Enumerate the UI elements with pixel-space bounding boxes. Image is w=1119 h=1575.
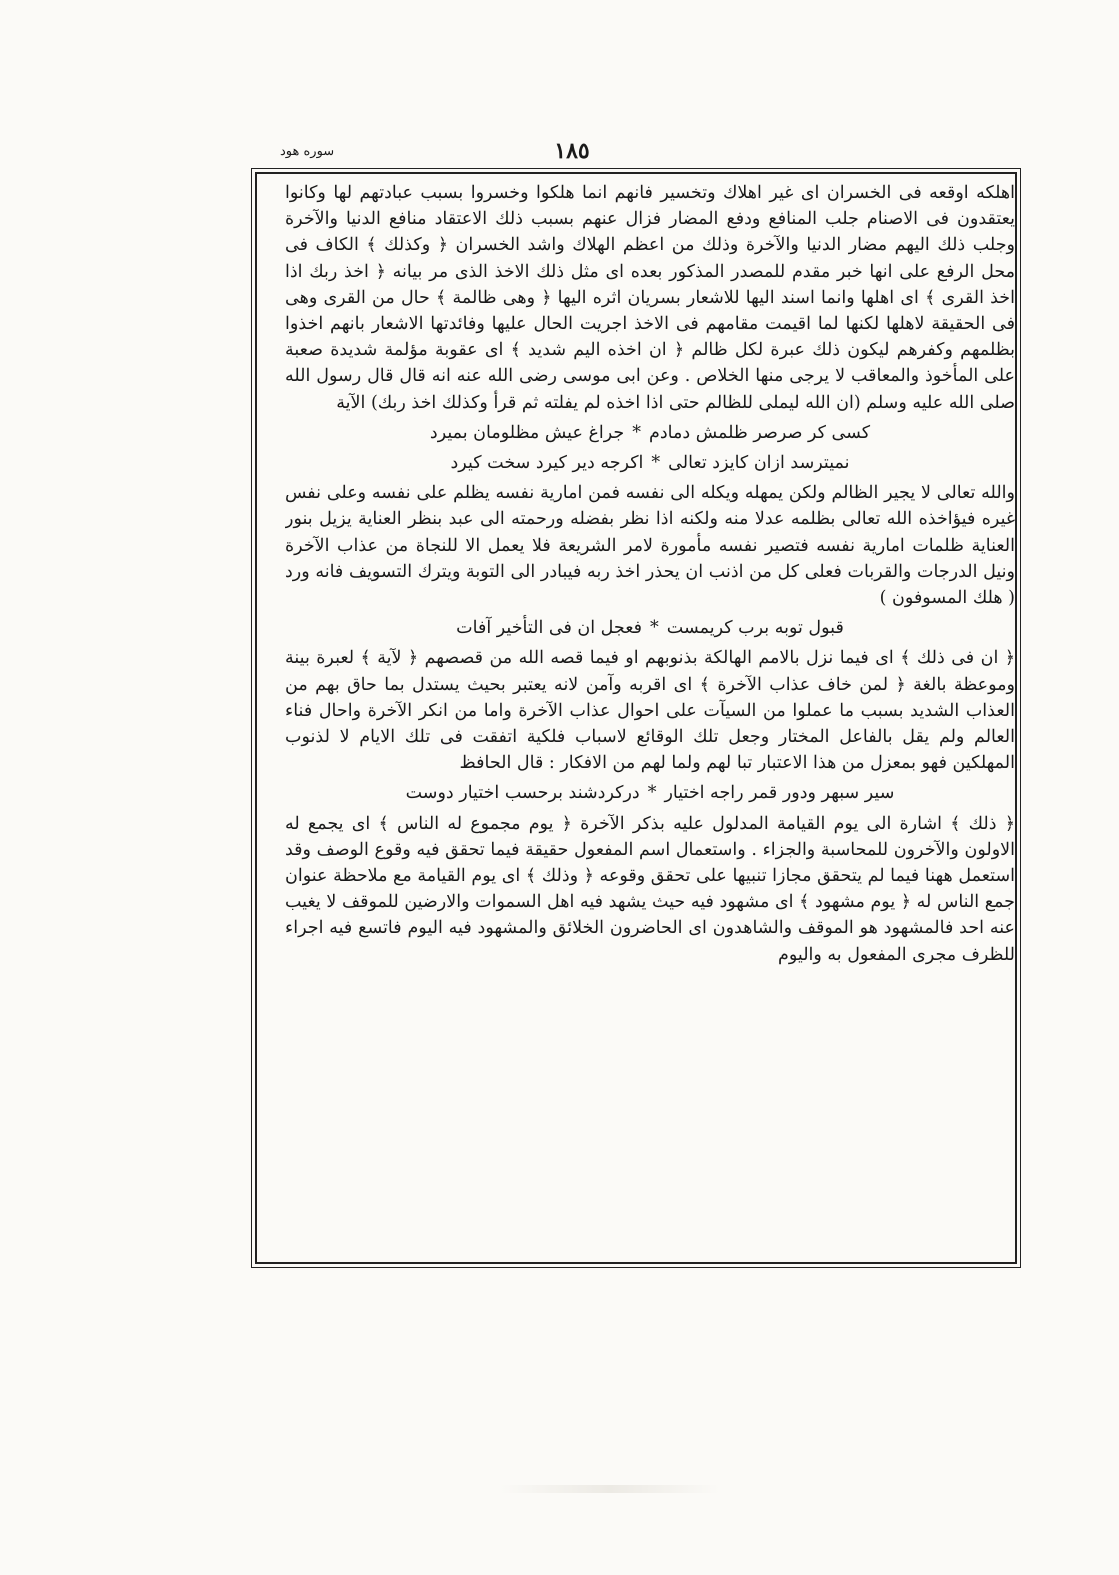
verse-line-1: كسى كر صرصر ظلمش دمادم*جراغ عيش مظلومان بميرد [429, 422, 871, 443]
paragraph-4: ﴿ ذلك ﴾ اشارة الى يوم القيامة المدلول عليه بذكر الآخرة ﴿ يوم مجموع له الناس ﴾ اى يجمع له الاولون والآخرون للمحاسبة والجزاء . واستعمال اسم المفعول حقيقة فيما تحقق فيه وقوع الوصف وقد استعمل ههنا فيما لم يتحقق مجازا تنبيها على تحقق وقوعه ﴿ وذلك ﴾ اى يوم القيامة مع ملاحظة عنوان جمع الناس له ﴿ يوم مشهود ﴾ اى مشهود فيه حيث يشهد فيه اهل السموات والارضين للموقف لا يغيب عنه احد فالمشهود هو الموقف والشاهدون اى الحاضرون الخلائق والمشهود فيه اليوم فاتسع فيه اجراء للظرف مجرى المفعول به واليوم [285, 813, 1015, 965]
scan-smudge [500, 1485, 720, 1493]
verse-hemistich: جراغ عيش مظلومان بميرد [429, 422, 625, 443]
verse-hemistich: سير سبهر ودور قمر راجه اختيار [664, 783, 895, 804]
paragraph-1: اهلكه اوقعه فى الخسران اى غير اهلاك وتخسير فانهم انما هلكوا وخسروا بسبب عبادتهم لها وكانوا يعتقدون فى الاصنام جلب المنافع ودفع المضار فزال عنهم بسبب ذلك الاعتقاد منافع الدنيا والآخرة وجلب ذلك اليهم مضار الدنيا والآخرة وذلك من اعظم الهلاك واشد الخسران ﴿ وكذلك ﴾ الكاف فى محل الرفع على انها خبر مقدم للمصدر المذكور بعده اى مثل ذلك الاخذ الذى مر بيانه ﴿ اخذ ربك اذا اخذ القرى ﴾ اى اهلها وانما اسند اليها للاشعار بسريان اثره اليها ﴿ وهى ظالمة ﴾ حال من القرى وهى فى الحقيقة لاهلها لكنها لما اقيمت مقامهم فى الاخذ اجريت الحال عليها وفائدتها الاشعار بانهم اخذوا بظلمهم وكفرهم ليكون ذلك عبرة لكل ظالم ﴿ ان اخذه اليم شديد ﴾ اى عقوبة مؤلمة شديدة صعبة على المأخوذ والمعاقب لا يرجى منها الخلاص . وعن ابى موسى رضى الله عنه انه قال قال رسول الله صلى الله عليه وسلم (ان الله ليملى للظالم حتى اذا اخذه لم يفلته ثم قرأ وكذلك اخذ ربك) الآية [285, 183, 1015, 413]
page-number: ١٨٥ [554, 138, 590, 164]
verse-hemistich: قبول توبه برب كريمست [666, 618, 844, 639]
verse-line-4: سير سبهر ودور قمر راجه اختيار*دركردشند برحسب اختيار دوست [405, 783, 895, 804]
verse-hemistich: فعجل ان فى التأخير آفات [456, 618, 643, 639]
verse-line-2: نميترسد ازان كايزد تعالى*اكرجه دير كيرد سخت كيرد [450, 453, 850, 474]
verse-hemistich: دركردشند برحسب اختيار دوست [405, 783, 640, 804]
paragraph-3: ﴿ ان فى ذلك ﴾ اى فيما نزل بالامم الهالكة بذنوبهم او فيما قصه الله من قصصهم ﴿ لآية ﴾ لعبرة بينة وموعظة بالغة ﴿ لمن خاف عذاب الآخرة ﴾ اى اقربه وآمن لانه يعتبر بحيث يستدل بما حاق بهم من العذاب الشديد بسبب ما عملوا من السيآت على احوال عذاب الآخرة واما من انكر الآخرة واحال فناء العالم ولم يقل بالفاعل المختار وجعل تلك الوقائع لاسباب فلكية اتفقت فى تلك الايام لا لذنوب المهلكين فهو بمعزل من هذا الاعتبار تبا لهم ولما لهم من الافكار : قال الحافظ [285, 648, 1015, 774]
verse-hemistich: اكرجه دير كيرد سخت كيرد [450, 453, 644, 474]
surah-label: سوره هود [280, 144, 335, 159]
verse-line-3: قبول توبه برب كريمست*فعجل ان فى التأخير آفات [456, 618, 844, 639]
page-body [285, 180, 1015, 1260]
verse-hemistich: كسى كر صرصر ظلمش دمادم [649, 422, 871, 443]
verse-hemistich: نميترسد ازان كايزد تعالى [668, 453, 850, 474]
paragraph-2: والله تعالى لا يجير الظالم ولكن يمهله ويكله الى نفسه فمن امارية نفسه يظلم على نفسه وعلى نفس غيره فيؤاخذه الله تعالى بظلمه عدلا منه ولكنه اذا نظر بفضله ورحمته الى عبد بنظر العناية يزيل بنور العناية ظلمات امارية نفسه فتصير نفسه مأمورة لامر الشريعة فلا يعمل الا للنجاة من عذاب الآخرة ونيل الدرجات والقربات فعلى كل من اذنب ان يحذر اخذ ربه فيبادر الى التوبة ويترك التسويف فانه ورد ( هلك المسوفون ) [285, 483, 1015, 609]
page-header [262, 138, 882, 168]
